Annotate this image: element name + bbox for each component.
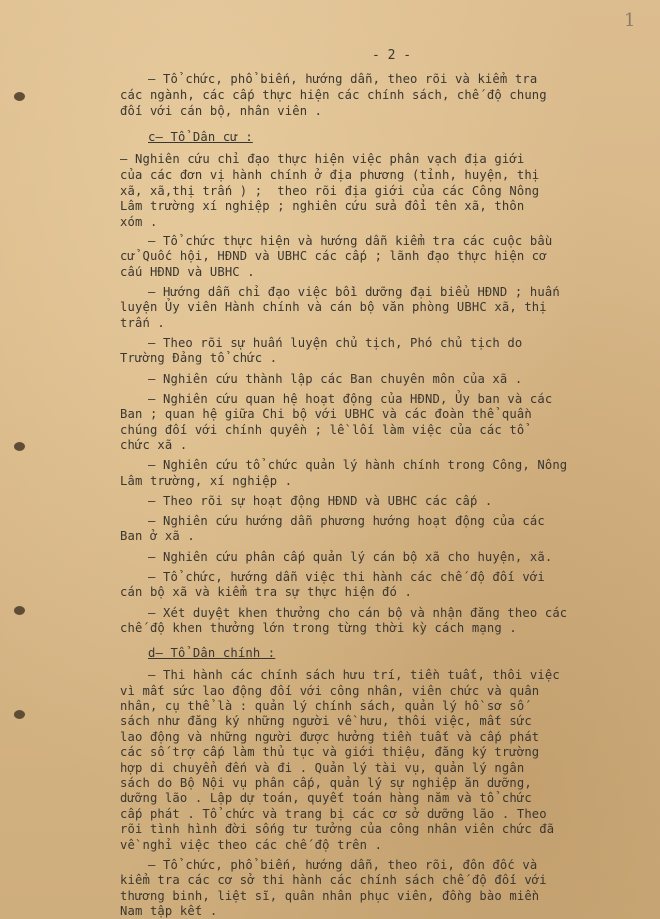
text-line: – Xét duyệt khen thưởng cho cán bộ và nhận đăng theo các xyxy=(148,605,568,620)
text-line: – Theo rõi sự huấn luyện chủ tịch, Phó chủ tịch do xyxy=(148,335,523,350)
text-line: – Thi hành các chính sách hưu trí, tiền tuất, thôi việc xyxy=(148,668,560,683)
text-line: – Tổ chức, hướng dẫn việc thi hành các chế độ đối với xyxy=(148,569,545,584)
text-line: – Theo rõi sự hoạt động HĐND và UBHC các cấp . xyxy=(148,493,493,508)
text-line: Trường Đảng tổ chức . xyxy=(120,351,278,366)
punch-hole xyxy=(14,442,25,451)
text-line: lao động và những người được hưởng tiền tuất và cấp phát xyxy=(120,729,540,744)
text-line: cấp phát . Tổ chức và trang bị các cơ sở dưỡng lão . Theo xyxy=(120,806,547,821)
text-line: về nghỉ việc theo các chế độ trên . xyxy=(120,837,383,852)
text-line: xóm . xyxy=(120,214,158,229)
text-line: cán bộ xã và kiểm tra sự thực hiện đó . xyxy=(120,585,413,600)
text-line: Lâm trường xí nghiệp ; nghiên cứu sửa đổi tên xã, thôn xyxy=(120,199,525,214)
text-line: vì mất sức lao động đối với công nhân, viên chức và quân xyxy=(120,683,540,698)
text-line: – Nghiên cứu hướng dẫn phương hướng hoạt động của các xyxy=(148,514,545,528)
text-line: – Tổ chức, phổ biến, hướng dẫn, theo rõi và kiểm tra xyxy=(148,72,538,86)
section-heading: c– Tổ Dân cư : xyxy=(148,129,253,144)
text-line: Lâm trường, xí nghiệp . xyxy=(120,473,293,488)
section-heading: d– Tổ Dân chính : xyxy=(148,645,276,660)
page-marker: - 2 - xyxy=(372,48,412,63)
text-line: của các đơn vị hành chính ở địa phương (tỉnh, huyện, thị xyxy=(120,168,540,183)
text-line: – Tổ chức thực hiện và hướng dẫn kiểm tra các cuộc bầu xyxy=(148,233,553,248)
text-line: – Hướng dẫn chỉ đạo việc bồi dưỡng đại biểu HĐND ; huấn xyxy=(148,284,560,299)
text-line: dưỡng lão . Lập dự toán, quyết toán hàng năm và tổ chức xyxy=(120,791,532,806)
text-line: chúng đối với chính quyền ; lề lối làm việc của các tổ xyxy=(120,422,525,437)
text-line: sách như đăng ký những người về hưu, thôi việc, mất sức xyxy=(120,714,532,729)
text-line: Ban ; quan hệ giữa Chi bộ với UBHC và các đoàn thể quần xyxy=(120,407,532,422)
text-line: rõi tình hình đời sống tư tưởng của công nhân viên chức đã xyxy=(120,822,555,837)
text-line: thương binh, liệt sĩ, quân nhân phục viên, đồng bào miền xyxy=(120,888,540,903)
text-line: cử Quốc hội, HĐND và UBHC các cấp ; lãnh đạo thực hiện cơ xyxy=(120,249,547,264)
text-line: trấn . xyxy=(120,315,165,330)
text-line: – Nghiên cứu quan hệ hoạt động của HĐND, Ủy ban và các xyxy=(148,391,553,406)
text-line: Nam tập kết . xyxy=(120,904,218,918)
text-line: chế độ khen thưởng lớn trong từng thời kỳ cách mạng . xyxy=(120,620,517,635)
text-line: – Nghiên cứu phân cấp quản lý cán bộ xã cho huyện, xã. xyxy=(148,549,553,564)
punch-hole xyxy=(14,606,25,615)
text-line: Ban ở xã . xyxy=(120,529,195,544)
page-number: 1 xyxy=(624,10,636,31)
text-line: – Nghiên cứu chỉ đạo thực hiện việc phân vạch địa giới xyxy=(120,151,525,166)
punch-hole xyxy=(14,92,25,101)
text-line: – Nghiên cứu thành lập các Ban chuyên môn của xã . xyxy=(148,371,523,386)
text-line: chức xã . xyxy=(120,437,188,452)
text-line: nhân, cụ thể là : quản lý chính sách, quản lý hồ sơ số xyxy=(120,698,525,713)
text-line: – Nghiên cứu tổ chức quản lý hành chính trong Công, Nông xyxy=(148,458,568,473)
text-line: các ngành, các cấp thực hiện các chính sách, chế độ chung xyxy=(120,88,547,103)
text-line: luyện Ủy viên Hành chính và cán bộ văn phòng UBHC xã, thị xyxy=(120,300,547,315)
text-line: cấu HĐND và UBHC . xyxy=(120,264,255,279)
text-line: các số trợ cấp làm thủ tục và giới thiệu, đăng ký trường xyxy=(120,745,540,760)
punch-hole xyxy=(14,710,25,719)
text-line: – Tổ chức, phổ biến, hướng dẫn, theo rõi, đôn đốc và xyxy=(148,857,538,872)
text-line: sách do Bộ Nội vụ phân cấp, quản lý sự nghiệp ăn dưỡng, xyxy=(120,775,532,790)
text-line: kiểm tra các cơ sở thi hành các chính sách chế độ đối với xyxy=(120,873,547,888)
text-line: đối với cán bộ, nhân viên . xyxy=(120,103,323,118)
text-line: hợp di chuyển đến và đi . Quản lý tài vụ, quản lý ngân xyxy=(120,760,525,775)
text-line: xã, xã,thị trấn ) ; theo rõi địa giới của các Công Nông xyxy=(120,183,540,198)
